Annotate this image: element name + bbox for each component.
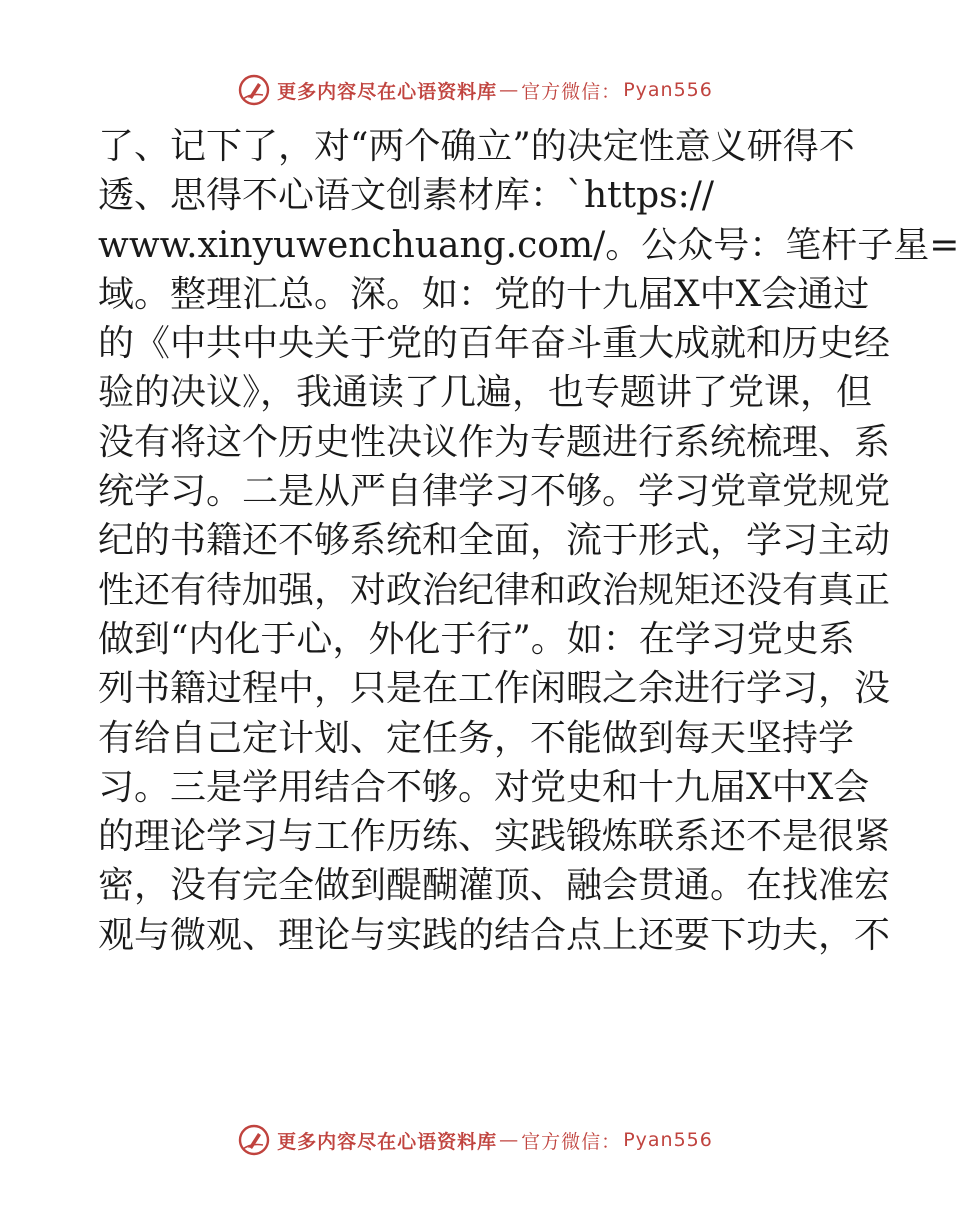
body-line: 性还有待加强，对政治纪律和政治规矩还没有真正 (98, 569, 891, 611)
body-text (98, 122, 959, 960)
body-line: 验的决议》，我通读了几遍，也专题讲了党课，但 (98, 372, 873, 414)
body-line: 的《中共中央关于党的百年奋斗重大成就和历史经 (98, 323, 891, 365)
body-line: 密，没有完全做到醍醐灌顶、融会贯通。在找准宏 (98, 865, 891, 907)
header-separator: — (499, 79, 520, 101)
header-wechat-label: 官方微信： (521, 80, 622, 103)
footer-brand: 更多内容尽在心语资料库 (277, 1130, 498, 1153)
footer-banner (0, 1120, 950, 1160)
footer-separator: — (499, 1129, 520, 1151)
body-line: 观与微观、理论与实践的结合点上还要下功夫，不 (98, 914, 891, 956)
body-line: 纪的书籍还不够系统和全面，流于形式，学习主动 (98, 520, 891, 562)
body-line: 了、记下了，对“两个确立”的决定性意义研得不 (98, 126, 855, 167)
body-line: 习。三是学用结合不够。对党史和十九届X中X会 (98, 766, 870, 808)
pen-nib-circle-icon (237, 73, 271, 107)
body-line: 有给自己定计划、定任务，不能做到每天坚持学 (98, 717, 855, 759)
body-line: 列书籍过程中，只是在工作闲暇之余进行学习，没 (98, 668, 891, 710)
body-line: 统学习。二是从严自律学习不够。学习党章党规党 (98, 471, 891, 513)
footer-wechat-label: 官方微信： (521, 1130, 622, 1153)
pen-nib-circle-icon (237, 1123, 271, 1157)
body-line: www.xinyuwenchuang.com/。公众号：笔杆子星= (98, 224, 959, 266)
header-banner (0, 70, 950, 110)
body-line: 的理论学习与工作历练、实践锻炼联系还不是很紧 (98, 816, 891, 858)
footer-wechat-id: Pyan556 (623, 1129, 713, 1151)
body-line: 没有将这个历史性决议作为专题进行系统梳理、系 (98, 421, 891, 463)
body-line: 做到“内化于心，外化于行”。如：在学习党史系 (98, 618, 855, 660)
header-wechat-id: Pyan556 (623, 79, 713, 101)
body-line: 透、思得不心语文创素材库：`https:// (98, 175, 715, 217)
header-brand: 更多内容尽在心语资料库 (277, 80, 498, 103)
body-line: 域。整理汇总。深。如：党的十九届X中X会通过 (98, 273, 870, 315)
